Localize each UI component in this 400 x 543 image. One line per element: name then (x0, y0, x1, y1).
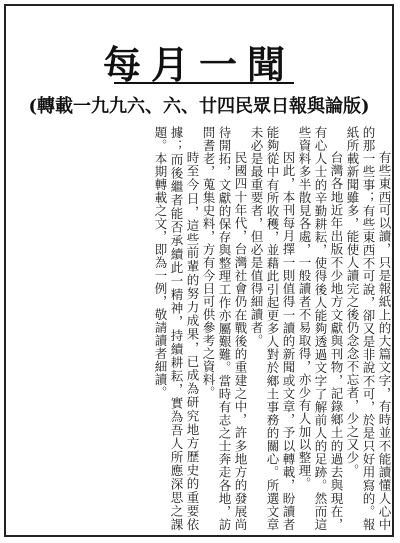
article-paragraph: 有些東西可以讀，只是報紙上的大篇文字，有時並不能讀懂人心中的那一些事；有些東西不可說，卻又是非說不可，於是只好用寫的。報紙所載新聞雖多，能使人讀完之後仍念念不忘者，少之又少。 (345, 126, 392, 531)
page-frame (4, 4, 394, 537)
page-title: 每月一聞 (102, 42, 295, 87)
article-paragraph: 民國四十年代，台灣社會仍在戰後的重建之中，許多地方的發展尚待開拓，文獻的保存與整理工作亦屬艱難。當時有志之士奔走各地，訪問耆老，蒐集史料，方有今日可供參考之資料。 (201, 126, 248, 531)
article-paragraph: 時至今日，這些前輩的努力成果，已成為研究地方歷史的重要依據；而後繼者能否承續此一精神，持續耕耘，實為吾人所應深思之課題。本期轉載之文，即為一例，敬請讀者細讀。 (153, 126, 200, 531)
title-underline (114, 82, 294, 84)
article-paragraph: 台灣各地近年出版不少地方文獻與刊物，記錄鄉土的過去與現在，有心人士的辛勤耕耘，使得後人能夠透過文字了解前人的足跡。然而這些資料多半散見各處，一般讀者不易取得，亦少有人加以整理。 (297, 126, 344, 531)
article-paragraph: 因此，本刊每月擇一則值得一讀的新聞或文章，予以轉載，盼讀者能夠從中有所收穫，並藉此引起更多人對於鄉土事務的關心。所選文章未必是最重要者，但必是值得細讀者。 (249, 126, 296, 531)
source-line: (轉載一九九六、六、廿四民眾日報與論版) (28, 96, 370, 117)
article-body (20, 126, 392, 531)
